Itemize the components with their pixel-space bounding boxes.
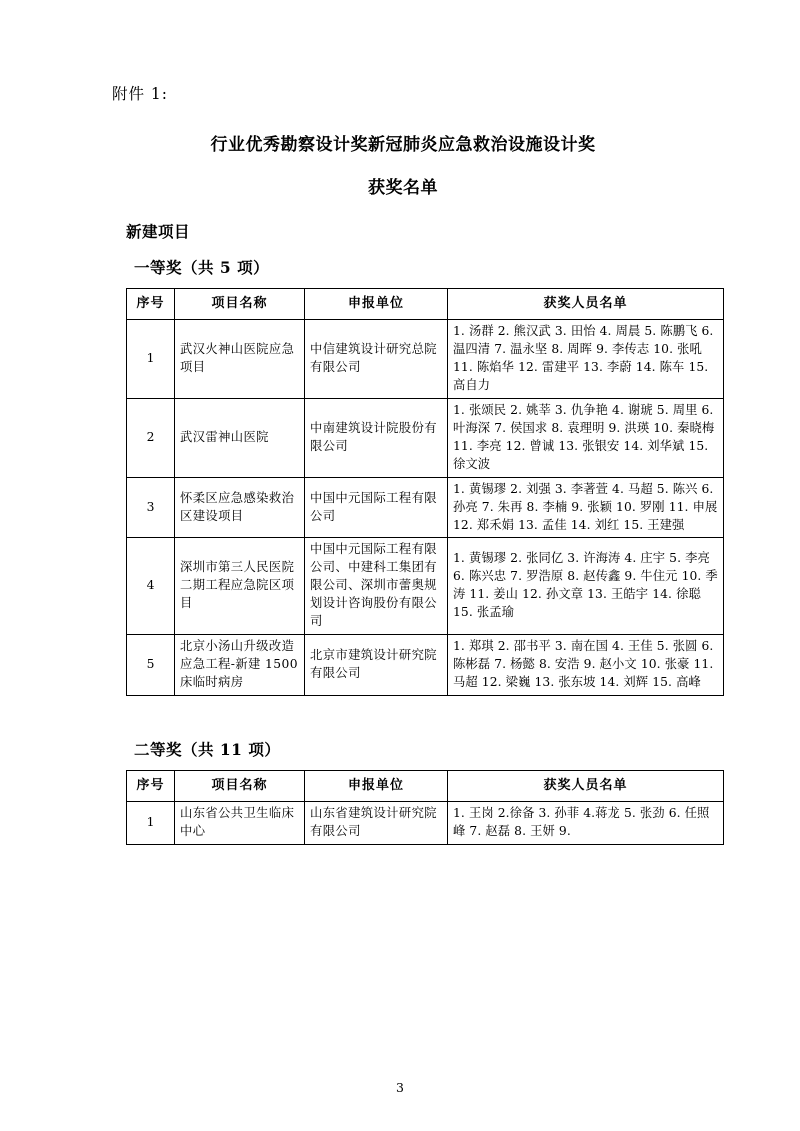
cell-unit: 北京市建筑设计研究院有限公司	[305, 635, 448, 696]
table-row	[127, 398, 724, 477]
page-number: 3	[396, 1080, 404, 1095]
cell-seq: 2	[127, 398, 175, 477]
table-header-row	[127, 289, 724, 320]
column-header-project: 项目名称	[175, 289, 305, 320]
cell-project: 武汉雷神山医院	[175, 398, 305, 477]
cell-seq: 3	[127, 477, 175, 538]
cell-people: 1. 黄锡璆 2. 张同亿 3. 许海涛 4. 庄宇 5. 李亮 6. 陈兴忠 7. 罗浩原 8. 赵传鑫 9. 牛住元 10. 季涛 11. 姜山 12. 孙文章 13. 王皓宇 14. 徐聪 15. 张孟瑜	[448, 538, 724, 635]
column-header-unit: 申报单位	[305, 289, 448, 320]
cell-seq: 1	[127, 802, 175, 845]
cell-project: 武汉火神山医院应急项目	[175, 320, 305, 399]
page-subtitle: 获奖名单	[368, 178, 438, 198]
cell-seq: 1	[127, 320, 175, 399]
cell-unit: 中国中元国际工程有限公司	[305, 477, 448, 538]
table-spacer	[112, 696, 712, 738]
award-table-second-prize	[126, 770, 724, 845]
column-header-unit: 申报单位	[305, 771, 448, 802]
column-header-project: 项目名称	[175, 771, 305, 802]
cell-seq: 4	[127, 538, 175, 635]
table-row	[127, 477, 724, 538]
cell-people: 1. 郑琪 2. 邵书平 3. 南在国 4. 王佳 5. 张圆 6. 陈彬磊 7. 杨懿 8. 安浩 9. 赵小文 10. 张豪 11. 马超 12. 梁巍 13. 张东坡 14. 刘辉 15. 高峰	[448, 635, 724, 696]
cell-unit: 中信建筑设计研究总院有限公司	[305, 320, 448, 399]
column-header-seq: 序号	[127, 289, 175, 320]
award-heading-second-prize: 二等奖（共 11 项）	[134, 740, 281, 760]
cell-unit: 山东省建筑设计研究院有限公司	[305, 802, 448, 845]
cell-project: 山东省公共卫生临床中心	[175, 802, 305, 845]
cell-unit: 中国中元国际工程有限公司、中建科工集团有限公司、深圳市蕾奥规划设计咨询股份有限公司	[305, 538, 448, 635]
section-heading-new-projects: 新建项目	[126, 222, 191, 241]
cell-people: 1. 黄锡璆 2. 刘强 3. 李著萱 4. 马超 5. 陈兴 6. 孙亮 7. 朱再 8. 李楠 9. 张颖 10. 罗刚 11. 申展 12. 郑禾娟 13. 孟佳 14. 刘红 15. 王建强	[448, 477, 724, 538]
cell-people: 1. 张颂民 2. 姚莘 3. 仇争艳 4. 谢琥 5. 周里 6. 叶海深 7. 侯国求 8. 袁理明 9. 洪瑛 10. 秦晓梅 11. 李亮 12. 曾诚 13. 张银安 14. 刘华斌 15. 徐文波	[448, 398, 724, 477]
table-row	[127, 320, 724, 399]
cell-project: 北京小汤山升级改造应急工程-新建 1500 床临时病房	[175, 635, 305, 696]
table-row	[127, 635, 724, 696]
column-header-people: 获奖人员名单	[448, 771, 724, 802]
cell-people: 1. 汤群 2. 熊汉武 3. 田怡 4. 周晨 5. 陈鹏飞 6. 温四清 7. 温永坚 8. 周晖 9. 李传志 10. 张吼 11. 陈焰华 12. 雷建平 13. 李蔚 14. 陈车 15. 高自力	[448, 320, 724, 399]
award-table-first-prize	[126, 288, 724, 696]
page-title: 行业优秀勘察设计奖新冠肺炎应急救治设施设计奖	[210, 135, 596, 155]
award-heading-first-prize: 一等奖（共 5 项）	[134, 258, 270, 277]
cell-project: 深圳市第三人民医院二期工程应急院区项目	[175, 538, 305, 635]
cell-seq: 5	[127, 635, 175, 696]
cell-unit: 中南建筑设计院股份有限公司	[305, 398, 448, 477]
table-row	[127, 802, 724, 845]
cell-project: 怀柔区应急感染救治区建设项目	[175, 477, 305, 538]
attachment-label: 附件 1:	[112, 85, 169, 103]
column-header-people: 获奖人员名单	[448, 289, 724, 320]
column-header-seq: 序号	[127, 771, 175, 802]
table-row	[127, 538, 724, 635]
table-header-row	[127, 771, 724, 802]
cell-people: 1. 王岗 2.徐备 3. 孙菲 4.蒋龙 5. 张劲 6. 任照峰 7. 赵磊 8. 王妍 9.	[448, 802, 724, 845]
